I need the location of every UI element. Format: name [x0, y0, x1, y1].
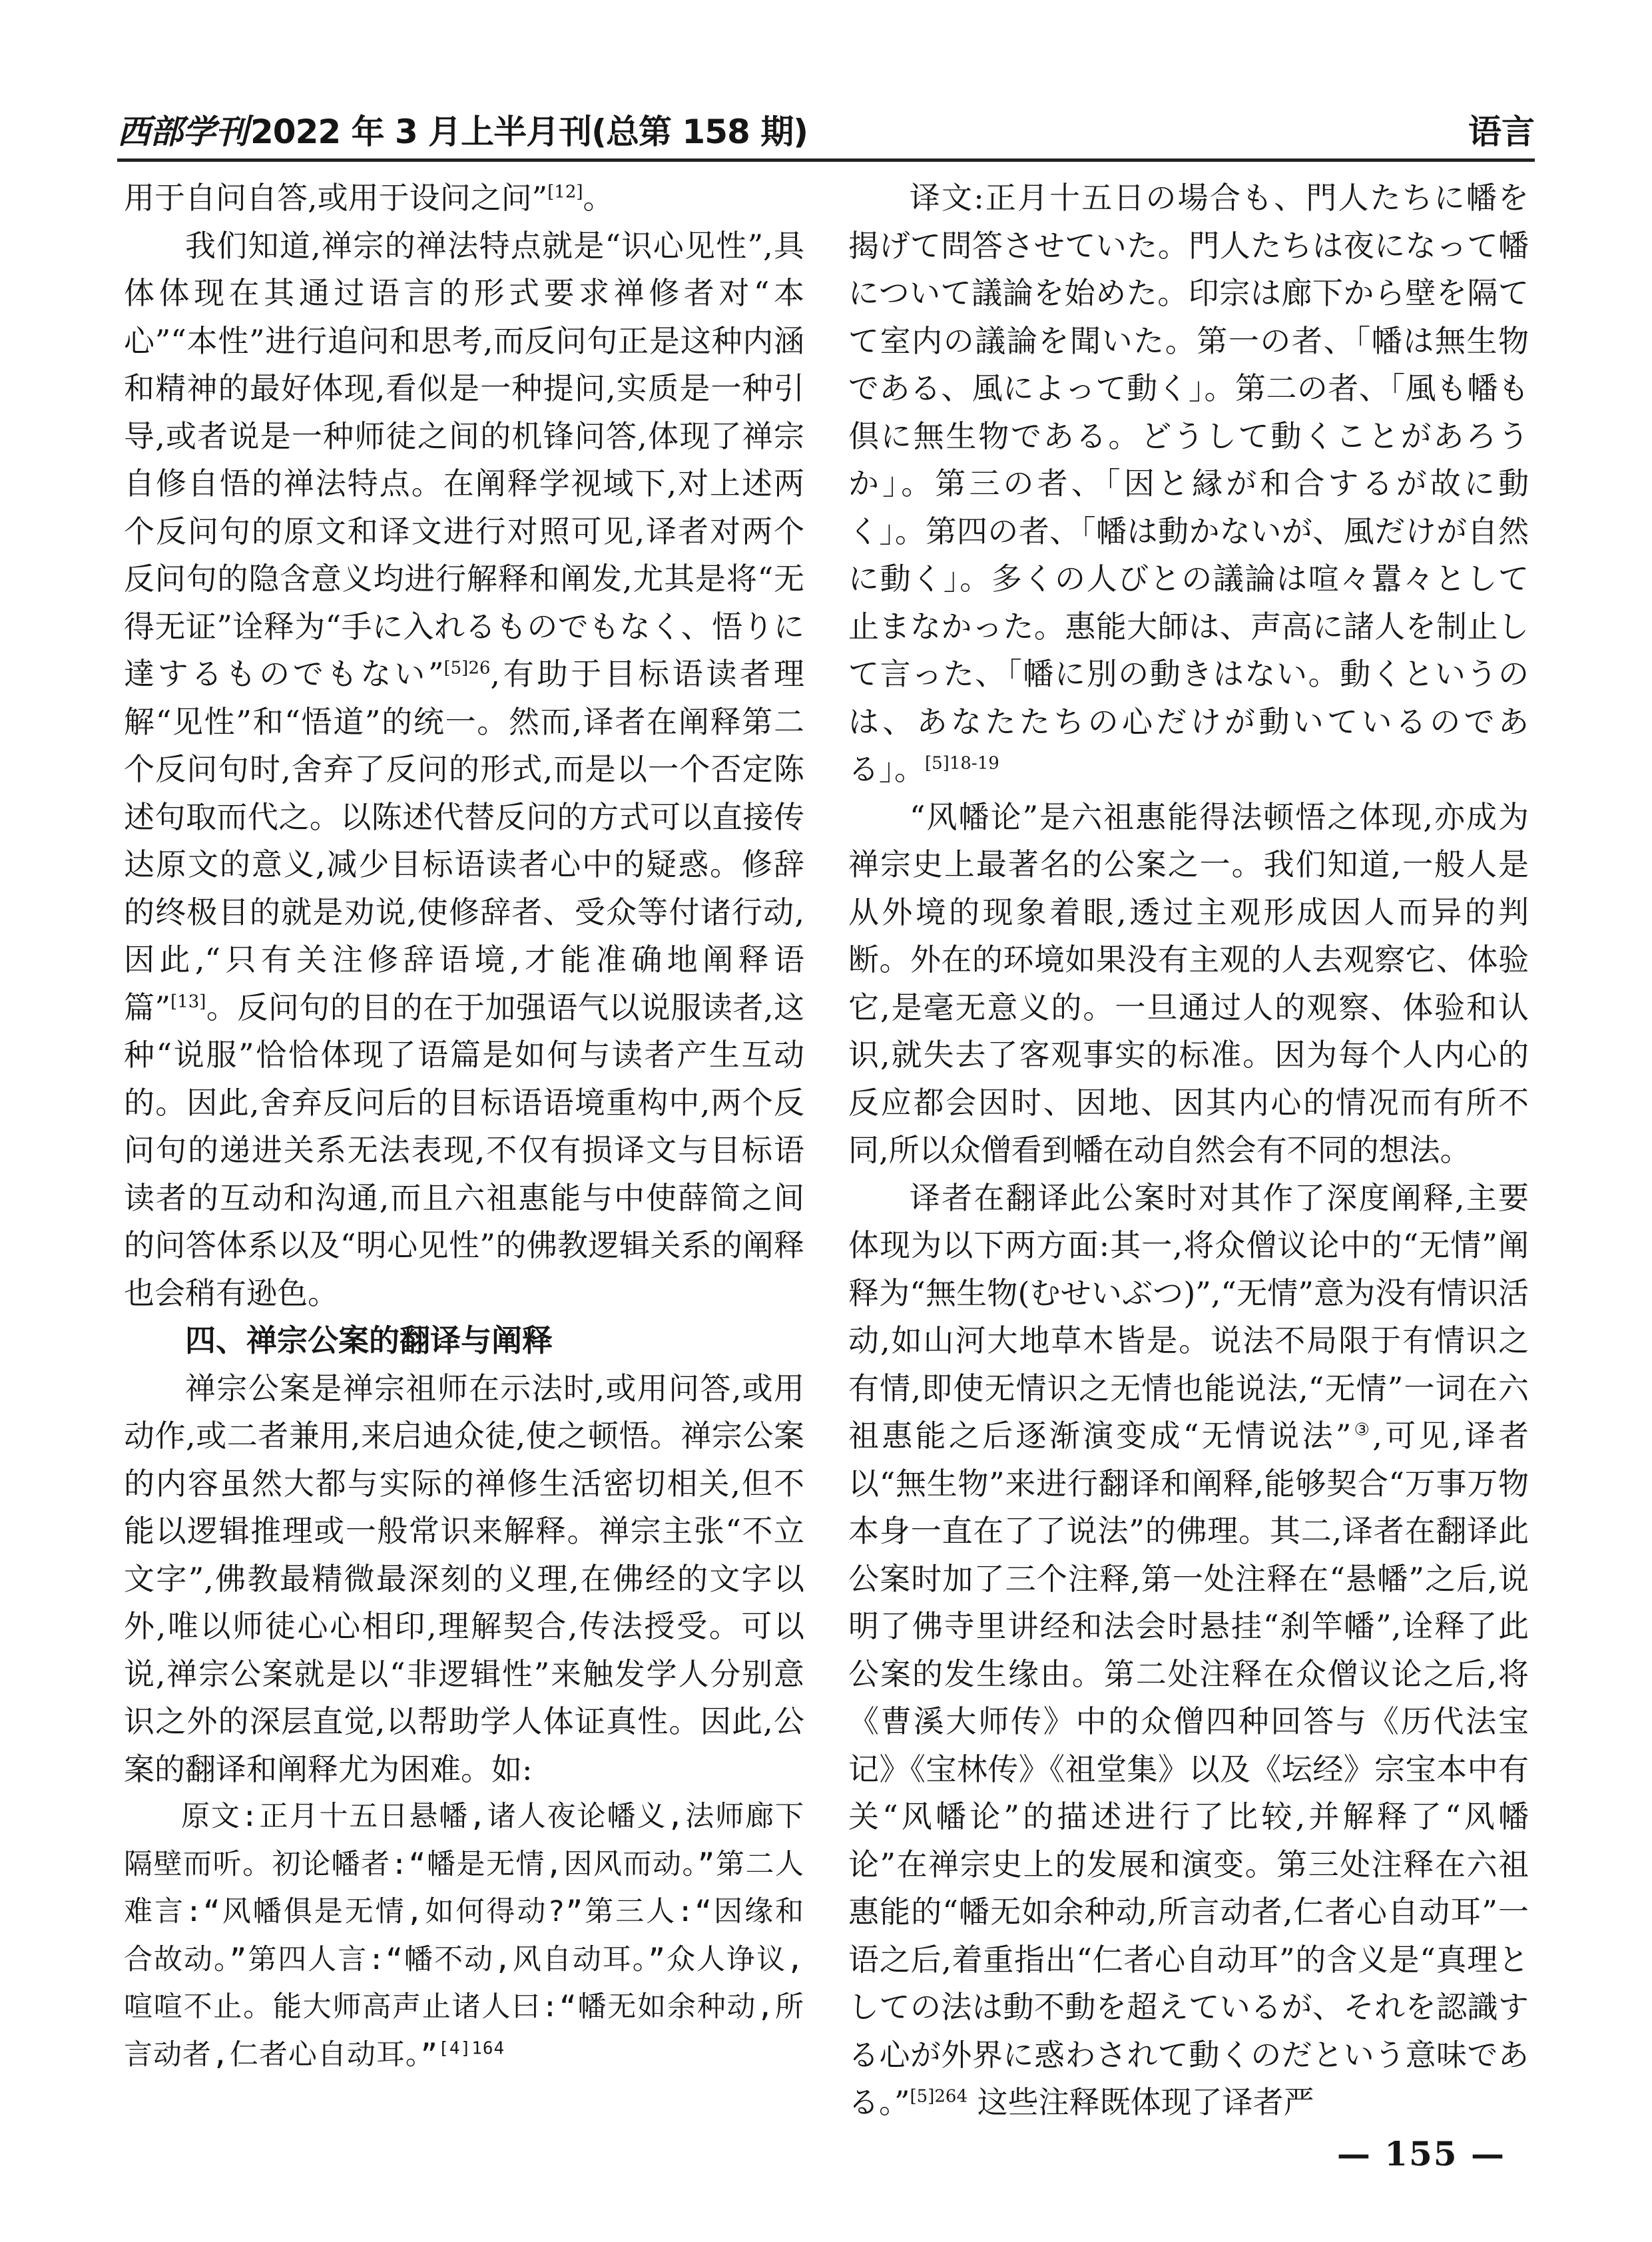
paragraph: 我们知道,禅宗的禅法特点就是“识心见性”,具体体现在其通过语言的形式要求禅修者对“本心”“本性”进行追问和思考,而反问句正是这种内涵和精神的最好体现,看似是一种提问,实质是一种引导,或者说是一种师徒之间的机锋问答,体现了禅宗自修自悟的禅法特点。在阐释学视域下,对上述两个反问句的原文和译文进行对照可见,译者对两个反问句的隐含意义均进行解释和阐发,尤其是将“无得无证”诠释为“手に入れるものでもなく、悟りに達するものでもない”$^{[5]26}$,有助于目标语读者理解“见性”和“悟道”的统一。然而,译者在阐释第二个反问句时,舍弃了反问的形式,而是以一个否定陈述句取而代之。以陈述代替反问的方式可以直接传达原文的意义,减少目标语读者心中的疑惑。修辞的终极目的就是劝说,使修辞者、受众等付诸行动,因此,“只有关注修辞语境,才能准确地阐释语篇”[13]。反问句的目的在于加强语气以说服读者,这种“说服”恰恰体现了语篇是如何与读者产生互动的。因此,舍弃反问后的目标语语境重构中,两个反问句的递进关系无法表现,不仅有损译文与目标语读者的互动和沟通,而且六祖惠能与中使薛简之间的问答体系以及“明心见性”的佛教逻辑关系的阐释也会稍有逊色。: [124, 227, 804, 1311]
paragraph: 用于自问自答,或用于设问之问”[12]。: [124, 180, 614, 216]
citation: [5]26: [443, 658, 491, 679]
citation: [4]164: [438, 2038, 505, 2059]
paragraph: 禅宗公案是禅宗祖师在示法时,或用问答,或用动作,或二者兼用,来启迪众徒,使之顿悟。禅宗公案的内容虽然大都与实际的禅修生活密切相关,但不能以逻辑推理或一般常识来解释。禅宗主张“不立文字”,佛教最精微最深刻的义理,在佛经的文字以外,唯以师徒心心相印,理解契合,传法授受。可以说,禅宗公案就是以“非逻辑性”来触发学人分别意识之外的深层直觉,以帮助学人体证真性。因此,公案的翻译和阐释尤为困难。如:: [124, 1370, 804, 1787]
left-column: [124, 174, 804, 2099]
section-label: 语言: [1468, 113, 1535, 151]
paragraph: “风幡论”是六祖惠能得法顿悟之体现,亦成为禅宗史上最著名的公案之一。我们知道,一般人是从外境的现象着眼,透过主观形成因人而异的判断。外在的环境如果没有主观的人去观察它、体验它,是毫无意义的。一旦通过人的观察、体验和认识,就失去了客观事实的标准。因为每个人内心的反应都会因时、因地、因其内心的情况而有所不同,所以众僧看到幡在动自然会有不同的想法。: [848, 798, 1529, 1168]
source-quote: 原文:正月十五日悬幡,诸人夜论幡义,法师廊下隔壁而听。初论幡者:“幡是无情,因风而动。”第二人难言:“风幡俱是无情,如何得动?”第三人:“因缘和合故动。”第四人言:“幡不动,风自动耳。”众人诤议,喧喧不止。能大师高声止诸人曰:“幡无如余种动,所言动者,仁者心自动耳。”$^{[4]164}$: [124, 1800, 804, 2072]
section-heading: 四、禅宗公案的翻译与阐释: [185, 1322, 553, 1358]
journal-title: 西部学刊: [117, 112, 248, 151]
right-column: [848, 174, 1529, 2120]
citation: [12]: [547, 182, 583, 202]
citation: [5]264: [910, 2086, 967, 2107]
running-header: [117, 113, 1535, 162]
citation: [5]18-19: [925, 753, 999, 774]
translation-quote: 译文:正月十五日の場合も、門人たちに幡を揭げて問答させていた。門人たちは夜になって幡について議論を始めた。印宗は廊下から壁を隔てて室内の議論を聞いた。第一の者、「幡は無生物である、風によって動く」。第二の者、「風も幡も倶に無生物である。どうして動くことがあろうか」。第三の者、「因と縁が和合するが故に動く」。第四の者、「幡は動かないが、風だけが自然に動く」。多くの人びとの議論は喧々囂々として止まなかった。惠能大師は、声高に諸人を制止して言った、「幡に別の動きはない。動くというのは、あなたたちの心だけが動いているのである」。$^{[5]18-19}$: [848, 180, 1529, 787]
citation: [13]: [170, 991, 206, 1012]
journal-masthead: [117, 105, 808, 158]
footnote-marker: ③: [1351, 1420, 1373, 1440]
page-number: — 155 —: [1336, 2134, 1506, 2173]
issue-info: 2022 年 3 月上半月刊(总第 158 期): [250, 113, 808, 151]
paragraph: 译者在翻译此公案时对其作了深度阐释,主要体现为以下两方面:其一,将众僧议论中的“无情”阐释为“無生物(むせいぶつ)”,“无情”意为没有情识活动,如山河大地草木皆是。说法不局限于有情识之有情,即使无情识之无情也能说法,“无情”一词在六祖惠能之后逐渐演变成“无情说法”③,可见,译者以“無生物”来进行翻译和阐释,能够契合“万事万物本身一直在了了说法”的佛理。其二,译者在翻译此公案时加了三个注释,第一处注释在“悬幡”之后,说明了佛寺里讲经和法会时悬挂“刹竿幡”,诠释了此公案的发生缘由。第二处注释在众僧议论之后,将《曹溪大师传》中的众僧四种回答与《历代法宝记》《宝林传》《祖堂集》以及《坛经》宗宝本中有关“风幡论”的描述进行了比较,并解释了“风幡论”在禅宗史上的发展和演变。第三处注释在六祖惠能的“幡无如余种动,所言动者,仁者心自动耳”一语之后,着重指出“仁者心自动耳”的含义是“真理としての法は動不動を超えているが、それを認識する心が外界に惑わされて動くのだという意味である。”$^{[5]264}$ 这些注释既体现了译者严: [848, 1179, 1529, 2120]
